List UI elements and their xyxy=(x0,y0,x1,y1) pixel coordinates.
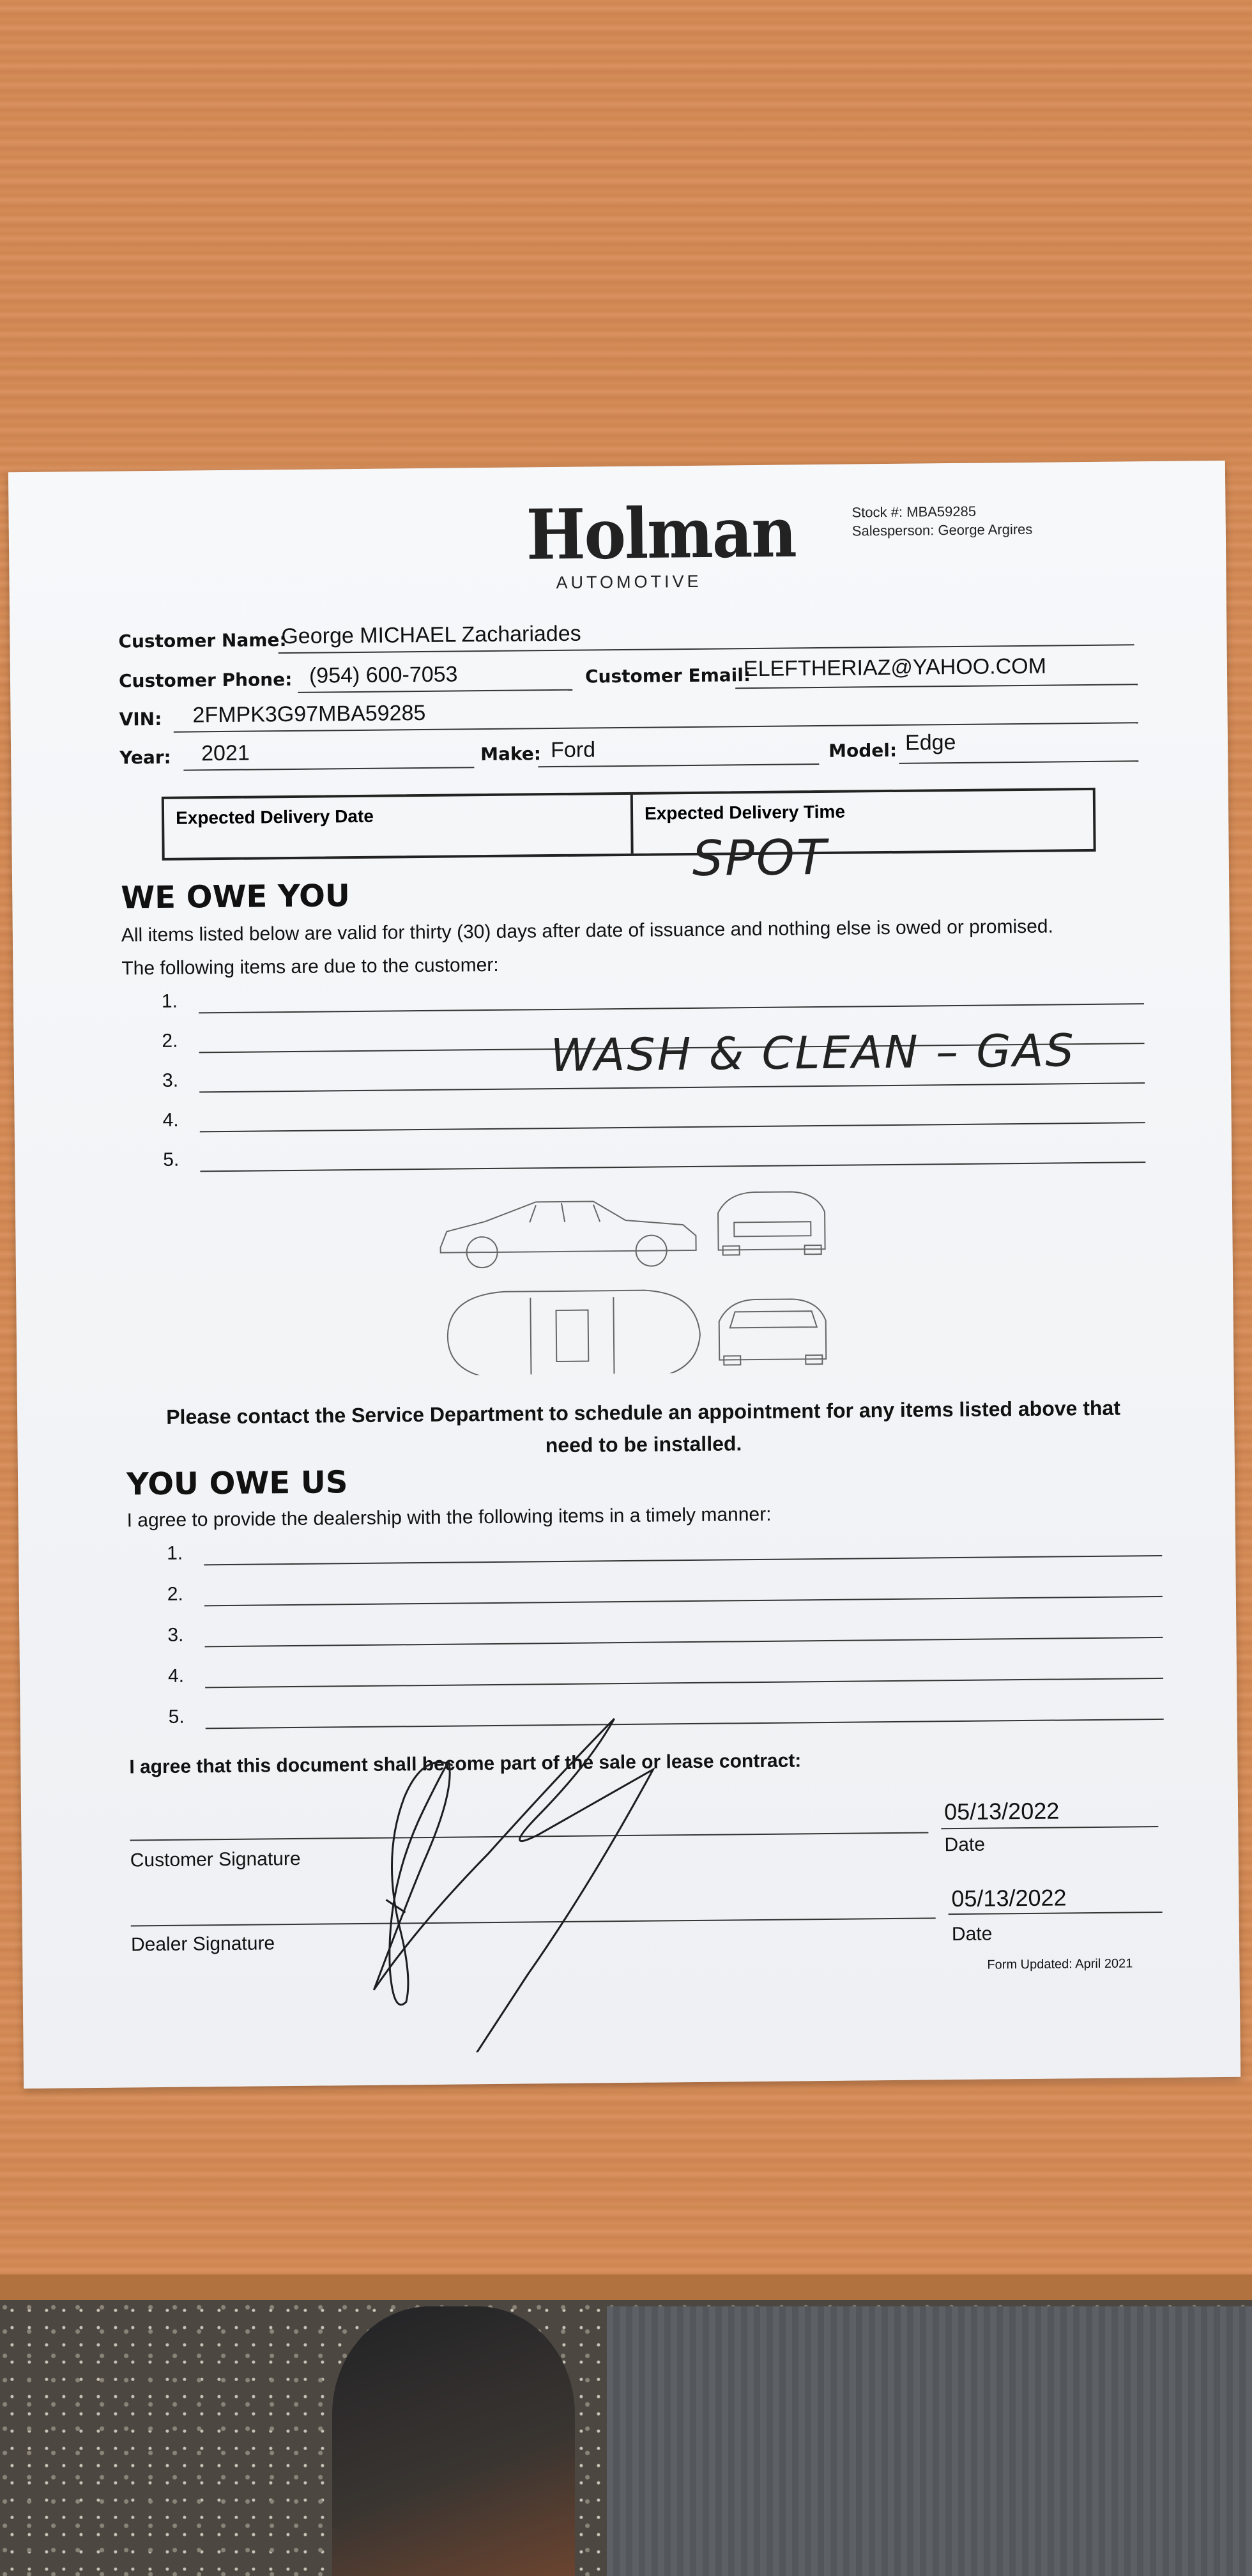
vin-value: 2FMPK3G97MBA59285 xyxy=(192,700,426,728)
agreement-text: I agree that this document shall become part of the sale or lease contract: xyxy=(129,1750,802,1778)
holman-logo xyxy=(526,492,797,593)
customer-date-label: Date xyxy=(944,1834,986,1856)
vin-row xyxy=(119,709,162,735)
dealer-date-value: 05/13/2022 xyxy=(951,1884,1067,1912)
handwritten-signature xyxy=(346,1691,796,2053)
year-value: 2021 xyxy=(201,740,250,766)
customer-name-row xyxy=(118,629,287,657)
model-row xyxy=(828,740,897,766)
we-owe-num-1: 1. xyxy=(161,990,178,1012)
customer-name-value: George MICHAEL Zachariades xyxy=(281,621,581,649)
customer-phone-row xyxy=(119,669,293,696)
year-label: Year: xyxy=(119,746,171,769)
customer-date-value: 05/13/2022 xyxy=(943,1797,1060,1825)
we-owe-num-5: 5. xyxy=(163,1149,179,1170)
we-owe-num-4: 4. xyxy=(162,1109,179,1131)
you-owe-text: I agree to provide the dealership with the following items in a timely manner: xyxy=(126,1503,772,1531)
delivery-time-label: Expected Delivery Time xyxy=(644,801,846,824)
dealer-date-label: Date xyxy=(951,1923,993,1945)
stock-label: Stock #: xyxy=(851,503,903,521)
we-owe-you-title: WE OWE YOU xyxy=(121,878,351,916)
we-owe-text-1: All items listed below are valid for thirty (30) days after date of issuance and nothing else is owed or promised. xyxy=(121,916,1054,946)
we-owe-num-3: 3. xyxy=(162,1070,179,1091)
logo-wordmark: Holman xyxy=(526,492,797,576)
you-owe-num-2: 2. xyxy=(167,1583,183,1605)
delivery-box-divider xyxy=(630,795,634,854)
delivery-box xyxy=(162,788,1096,861)
salesperson-value: George Argires xyxy=(938,521,1033,538)
customer-phone-value: (954) 600-7053 xyxy=(309,662,458,688)
car-side-view-icon xyxy=(440,1200,696,1268)
model-label: Model: xyxy=(828,739,897,762)
you-owe-us-title: YOU OWE US xyxy=(126,1464,348,1503)
you-owe-num-4: 4. xyxy=(167,1665,185,1687)
dealer-form-paper xyxy=(8,461,1241,2089)
pants-leg xyxy=(607,2306,1252,2576)
customer-signature-label: Customer Signature xyxy=(130,1848,301,1871)
form-updated-text: Form Updated: April 2021 xyxy=(987,1956,1133,1972)
table-edge xyxy=(0,2274,1252,2303)
customer-email-label: Customer Email: xyxy=(584,664,751,687)
customer-name-label: Customer Name: xyxy=(118,629,287,652)
car-top-view-icon xyxy=(447,1290,700,1376)
vin-label: VIN: xyxy=(119,708,162,730)
vehicle-diagram xyxy=(434,1174,851,1376)
customer-email-row xyxy=(585,664,751,691)
you-owe-num-3: 3. xyxy=(167,1624,184,1646)
you-owe-num-1: 1. xyxy=(166,1542,183,1564)
stock-info xyxy=(851,502,1032,540)
service-notice xyxy=(132,1392,1155,1466)
we-owe-num-2: 2. xyxy=(162,1030,178,1052)
service-notice-line-1: Please contact the Service Department to schedule an appointment for any items listed above that xyxy=(166,1396,1121,1429)
shoe xyxy=(332,2306,575,2576)
you-owe-num-5: 5. xyxy=(168,1706,185,1728)
car-front-view-icon xyxy=(719,1299,826,1365)
customer-phone-label: Customer Phone: xyxy=(118,668,293,692)
dealer-signature-label: Dealer Signature xyxy=(130,1933,275,1956)
handwritten-spot: SPOT xyxy=(692,828,828,887)
make-label: Make: xyxy=(480,743,542,765)
year-row xyxy=(119,747,171,773)
customer-email-value: ELEFTHERIAZ@YAHOO.COM xyxy=(743,654,1047,682)
logo-subtext: AUTOMOTIVE xyxy=(556,571,702,592)
we-owe-text-2: The following items are due to the customer: xyxy=(121,954,499,979)
make-row xyxy=(480,743,541,769)
stock-value: MBA59285 xyxy=(906,503,977,520)
salesperson-label: Salesperson: xyxy=(851,521,935,539)
handwritten-we-owe-item: WASH & CLEAN – GAS xyxy=(550,1024,1076,1082)
model-value: Edge xyxy=(905,730,956,755)
make-value: Ford xyxy=(550,737,596,763)
delivery-date-label: Expected Delivery Date xyxy=(175,806,374,828)
car-rear-view-icon xyxy=(718,1192,825,1255)
service-notice-line-2: need to be installed. xyxy=(545,1431,742,1457)
